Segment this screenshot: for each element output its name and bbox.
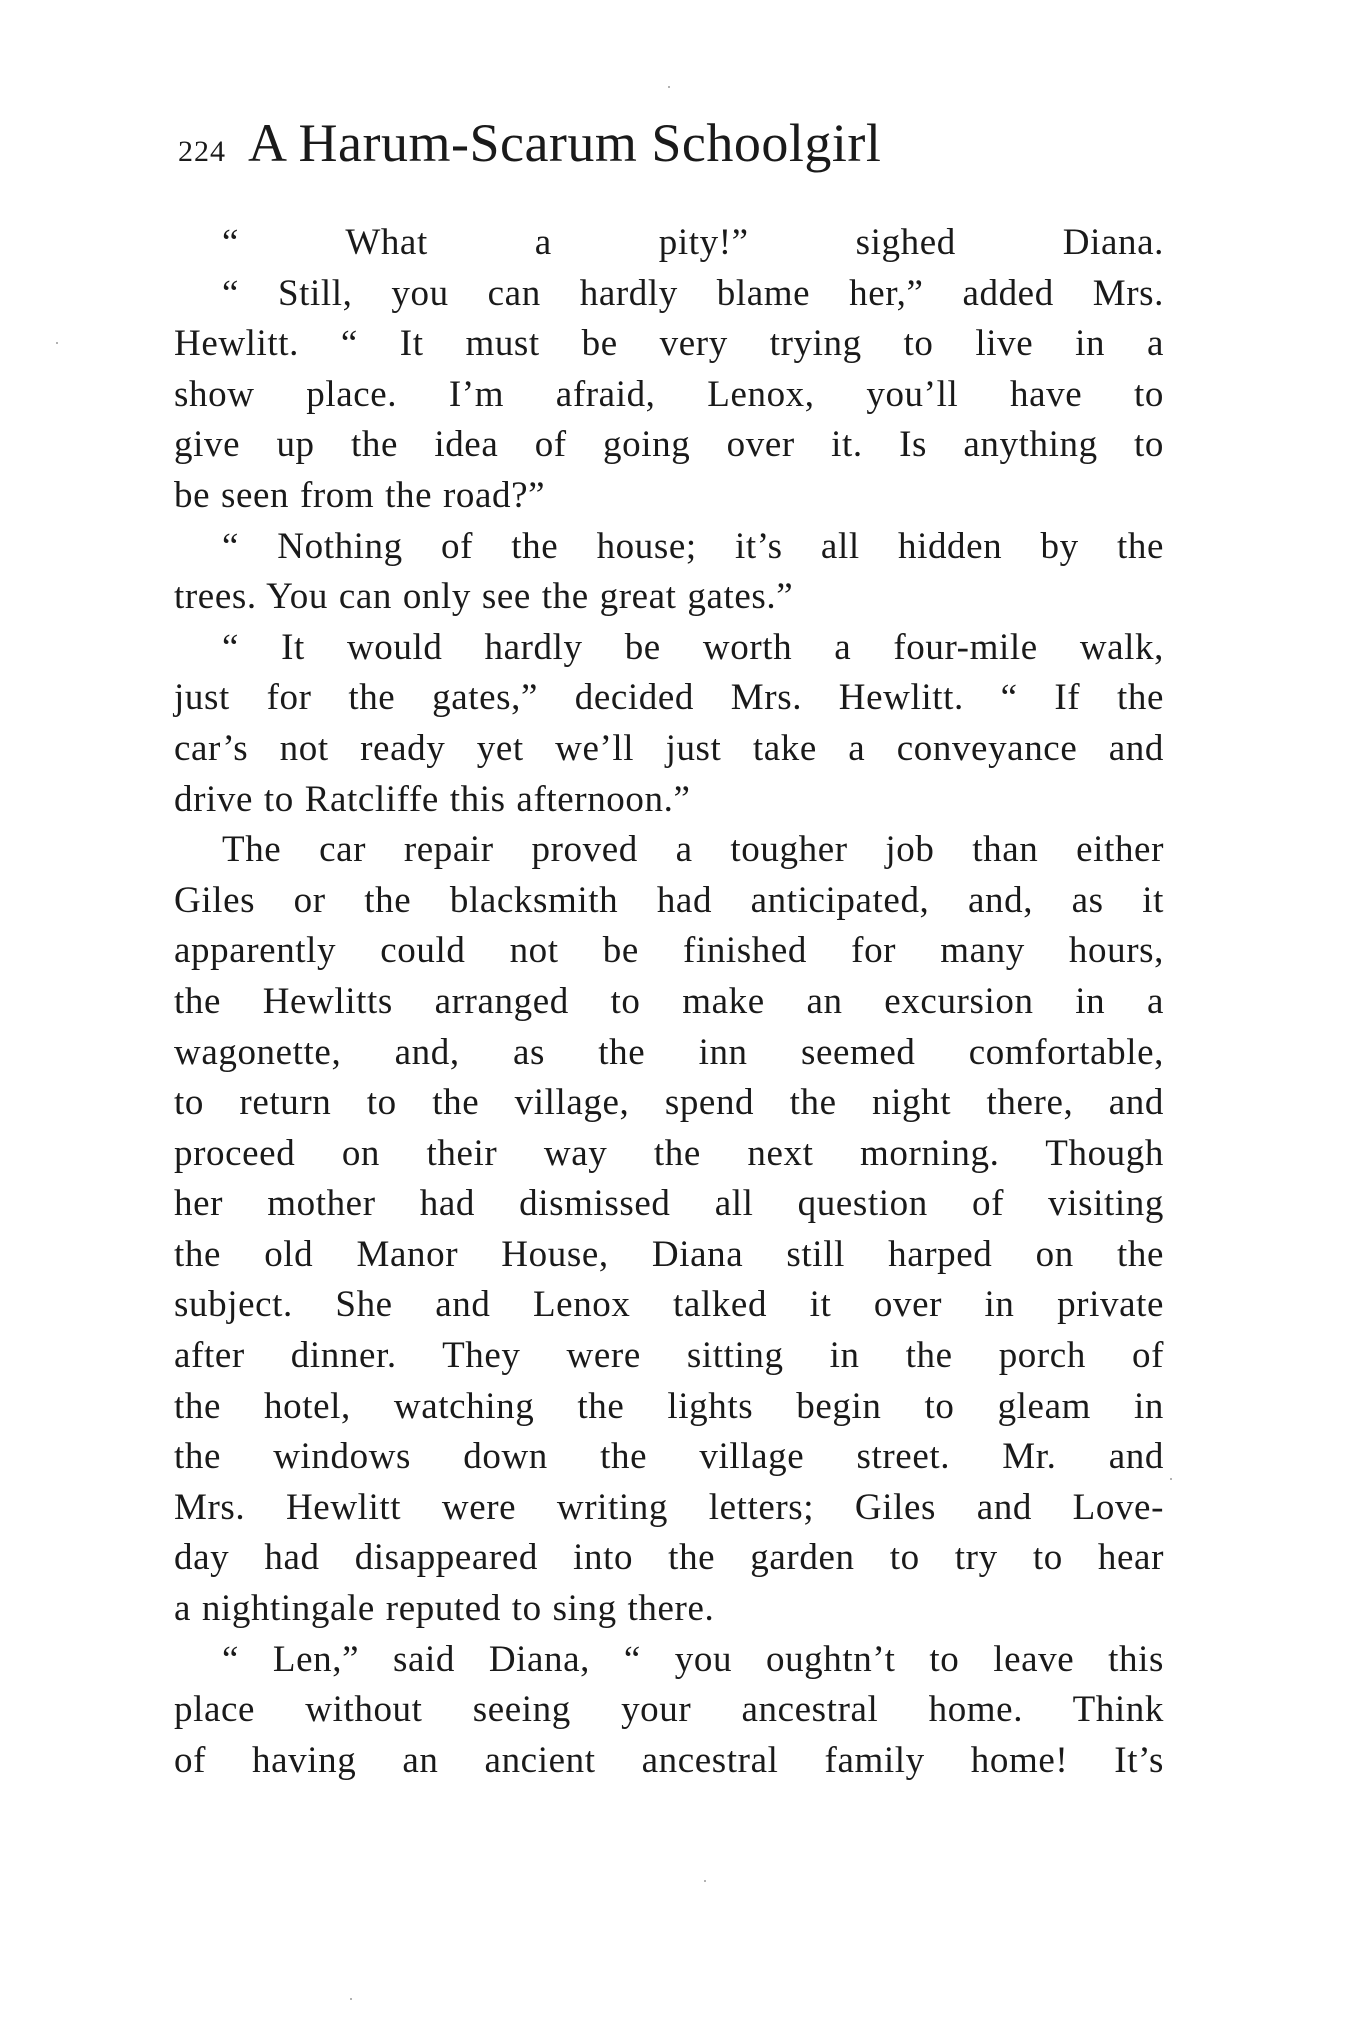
text-line: the hotel, watching the lights begin to gleam in xyxy=(174,1385,1164,1427)
text-line: place without seeing your ancestral home. Think xyxy=(174,1689,1164,1731)
text-line: to return to the village, spend the night there, and xyxy=(174,1082,1164,1124)
body-text xyxy=(174,218,1164,1786)
text-line: Giles or the blacksmith had anticipated, and, as it xyxy=(174,879,1164,921)
text-line: the old Manor House, Diana still harped on the xyxy=(174,1233,1164,1275)
text-line: wagonette, and, as the inn seemed comfortable, xyxy=(174,1031,1164,1073)
text-line: day had disappeared into the garden to try to hear xyxy=(174,1537,1164,1579)
text-line: drive to Ratcliffe this afternoon.” xyxy=(174,778,691,820)
text-line: Hewlitt. “ It must be very trying to live in a xyxy=(174,323,1164,365)
text-line: subject. She and Lenox talked it over in private xyxy=(174,1284,1164,1326)
text-line: The car repair proved a tougher job than either xyxy=(222,829,1164,871)
text-line: apparently could not be finished for many hours, xyxy=(174,930,1164,972)
text-line: proceed on their way the next morning. Though xyxy=(174,1132,1164,1174)
scan-speck xyxy=(1170,1478,1172,1480)
text-line: the windows down the village street. Mr. and xyxy=(174,1436,1164,1478)
page-number: 224 xyxy=(178,135,226,168)
text-line: “ Len,” said Diana, “ you oughtn’t to leave this xyxy=(222,1638,1164,1680)
page-header xyxy=(178,112,1178,182)
text-line: after dinner. They were sitting in the porch of xyxy=(174,1335,1164,1377)
text-line: a nightingale reputed to sing there. xyxy=(174,1588,715,1630)
text-line: Mrs. Hewlitt were writing letters; Giles and Love- xyxy=(174,1486,1164,1528)
scan-speck xyxy=(704,1880,706,1882)
text-line: “ It would hardly be worth a four-mile walk, xyxy=(222,626,1164,668)
scan-speck xyxy=(350,1998,352,2000)
scan-speck xyxy=(56,342,58,344)
text-line: trees. You can only see the great gates.” xyxy=(174,576,794,618)
running-title: A Harum-Scarum Schoolgirl xyxy=(248,113,882,173)
text-line: “ Still, you can hardly blame her,” added Mrs. xyxy=(222,272,1164,314)
text-line: show place. I’m afraid, Lenox, you’ll have to xyxy=(174,373,1164,415)
text-line: just for the gates,” decided Mrs. Hewlitt. “ If the xyxy=(174,677,1164,719)
text-line: be seen from the road?” xyxy=(174,474,546,516)
text-line: the Hewlitts arranged to make an excursion in a xyxy=(174,980,1164,1022)
scan-speck xyxy=(668,86,670,88)
text-line: her mother had dismissed all question of visiting xyxy=(174,1183,1164,1225)
text-line: “ Nothing of the house; it’s all hidden by the xyxy=(222,525,1164,567)
text-line: give up the idea of going over it. Is anything to xyxy=(174,424,1164,466)
text-line: car’s not ready yet we’ll just take a conveyance and xyxy=(174,727,1164,769)
text-line: “ What a pity!” sighed Diana. xyxy=(222,222,1164,263)
text-line: of having an ancient ancestral family home! It’s xyxy=(174,1739,1164,1781)
